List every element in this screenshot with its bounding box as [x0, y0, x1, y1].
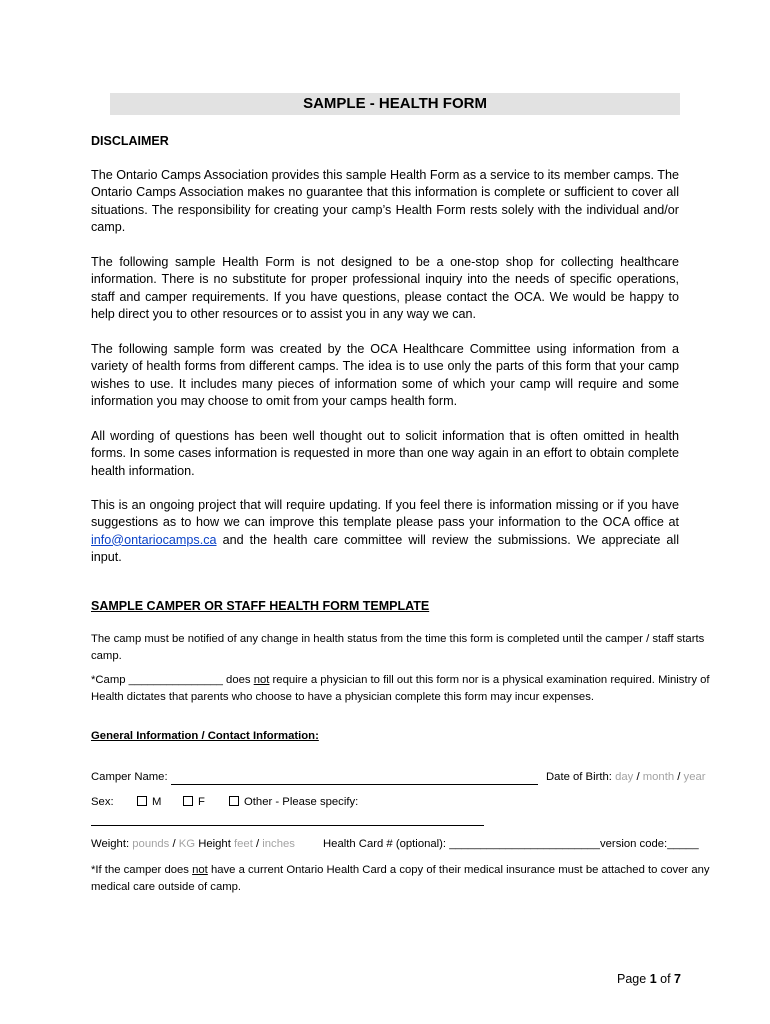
weight-pounds-field[interactable]: pounds	[132, 838, 170, 850]
weight-label: Weight:	[91, 838, 130, 850]
checkbox-m[interactable]	[137, 796, 147, 806]
insurance-note-start: *If the camper does	[91, 864, 193, 876]
dob-label: Date of Birth:	[546, 771, 612, 783]
weight-height-row	[91, 838, 295, 850]
page-current: 1	[649, 972, 657, 986]
page-total: 7	[674, 972, 681, 986]
checkbox-other[interactable]	[229, 796, 239, 806]
insurance-note-end: have a current Ontario Health Card a copy of their medical insurance must be attached to cover any medical care outside of camp.	[91, 864, 710, 893]
general-info-heading: General Information / Contact Information:	[91, 730, 319, 742]
p5-text-start: This is an ongoing project that will require updating. If you feel there is information missing or if you have suggestions as to how we can improve this template please pass your information to the OCA office at	[91, 498, 679, 530]
sex-label: Sex:	[91, 796, 114, 808]
page-number	[617, 972, 681, 986]
page-word: Page	[617, 972, 647, 986]
insurance-note-not: not	[192, 864, 208, 876]
height-inches-field[interactable]: inches	[262, 838, 295, 850]
physician-note-not: not	[253, 674, 270, 686]
dob-row	[546, 771, 706, 783]
p5-text-end: and the health care committee will review the submissions. We appreciate all input.	[91, 532, 679, 564]
disclaimer-paragraph-5	[91, 497, 679, 566]
height-separator: /	[255, 838, 260, 850]
height-label: Height	[198, 838, 231, 850]
weight-kg-field[interactable]: KG	[178, 838, 196, 850]
sex-f-option[interactable]	[183, 796, 205, 808]
checkbox-f[interactable]	[183, 796, 193, 806]
camper-name-label: Camper Name:	[91, 771, 168, 783]
of-word: of	[660, 972, 671, 986]
weight-separator: /	[172, 838, 176, 850]
disclaimer-paragraph-1: The Ontario Camps Association provides this sample Health Form as a service to its member camps. The Ontario Camps Association makes no guarantee that this information is complete or sufficient to cover all situations. The responsibility for creating your camp’s Health Form rests solely with the individual and/or camp.	[91, 168, 679, 234]
health-card-row	[323, 838, 699, 850]
health-card-field[interactable]: Health Card # (optional): ________________________	[323, 838, 600, 850]
camper-name-field[interactable]	[171, 784, 538, 785]
physician-note-end: require a physician to fill out this form nor is a physical examination required. Ministry of Health dictates that parents who choose to have a physician complete this form may incur expenses.	[91, 674, 710, 703]
disclaimer-paragraph-2: The following sample Health Form is not designed to be a one-stop shop for collecting healthcare information. There is no substitute for proper professional inquiry into the needs of specific operations, staff and camper requirements. If you have questions, please contact the OCA. We would be happy to help direct you to other resources or to assist you in any way we can.	[91, 255, 679, 321]
dob-year-field[interactable]: year	[683, 771, 706, 783]
disclaimer-paragraph-4: All wording of questions has been well thought out to solicit information that is often omitted in health forms. In some cases information is requested in more than one way again in an effort to obtain complete health information.	[91, 429, 679, 478]
dob-month-field[interactable]: month	[642, 771, 675, 783]
dob-day-field[interactable]: day	[615, 771, 634, 783]
disclaimer-heading: DISCLAIMER	[91, 134, 169, 148]
page-title: SAMPLE - HEALTH FORM	[303, 95, 487, 112]
dob-separator: /	[636, 771, 640, 783]
sex-m-label: M	[152, 796, 162, 808]
physician-note	[91, 672, 719, 706]
physician-note-start: *Camp _______________ does	[91, 674, 254, 686]
template-heading: SAMPLE CAMPER OR STAFF HEALTH FORM TEMPLATE	[91, 599, 430, 613]
height-feet-field[interactable]: feet	[234, 838, 253, 850]
title-bar	[110, 93, 680, 115]
dob-separator: /	[677, 771, 681, 783]
sex-other-label: Other - Please specify:	[244, 796, 359, 808]
sex-other-option[interactable]	[229, 796, 358, 808]
insurance-note	[91, 862, 719, 896]
sex-other-specify-field[interactable]	[91, 825, 484, 826]
disclaimer-paragraph-3: The following sample form was created by the OCA Healthcare Committee using information from a variety of health forms from different camps. The idea is to use only the parts of this form that your camp wishes to use. It includes many pieces of information some of which your camp will require and some information you may choose to omit from your camps health form.	[91, 342, 679, 408]
sex-m-option[interactable]	[137, 796, 161, 808]
email-link[interactable]: info@ontariocamps.ca	[91, 532, 217, 547]
sex-f-label: F	[198, 796, 205, 808]
version-code-field[interactable]: version code:_____	[600, 838, 699, 850]
change-notice: The camp must be notified of any change in health status from the time this form is completed until the camper / staff starts camp.	[91, 633, 705, 662]
